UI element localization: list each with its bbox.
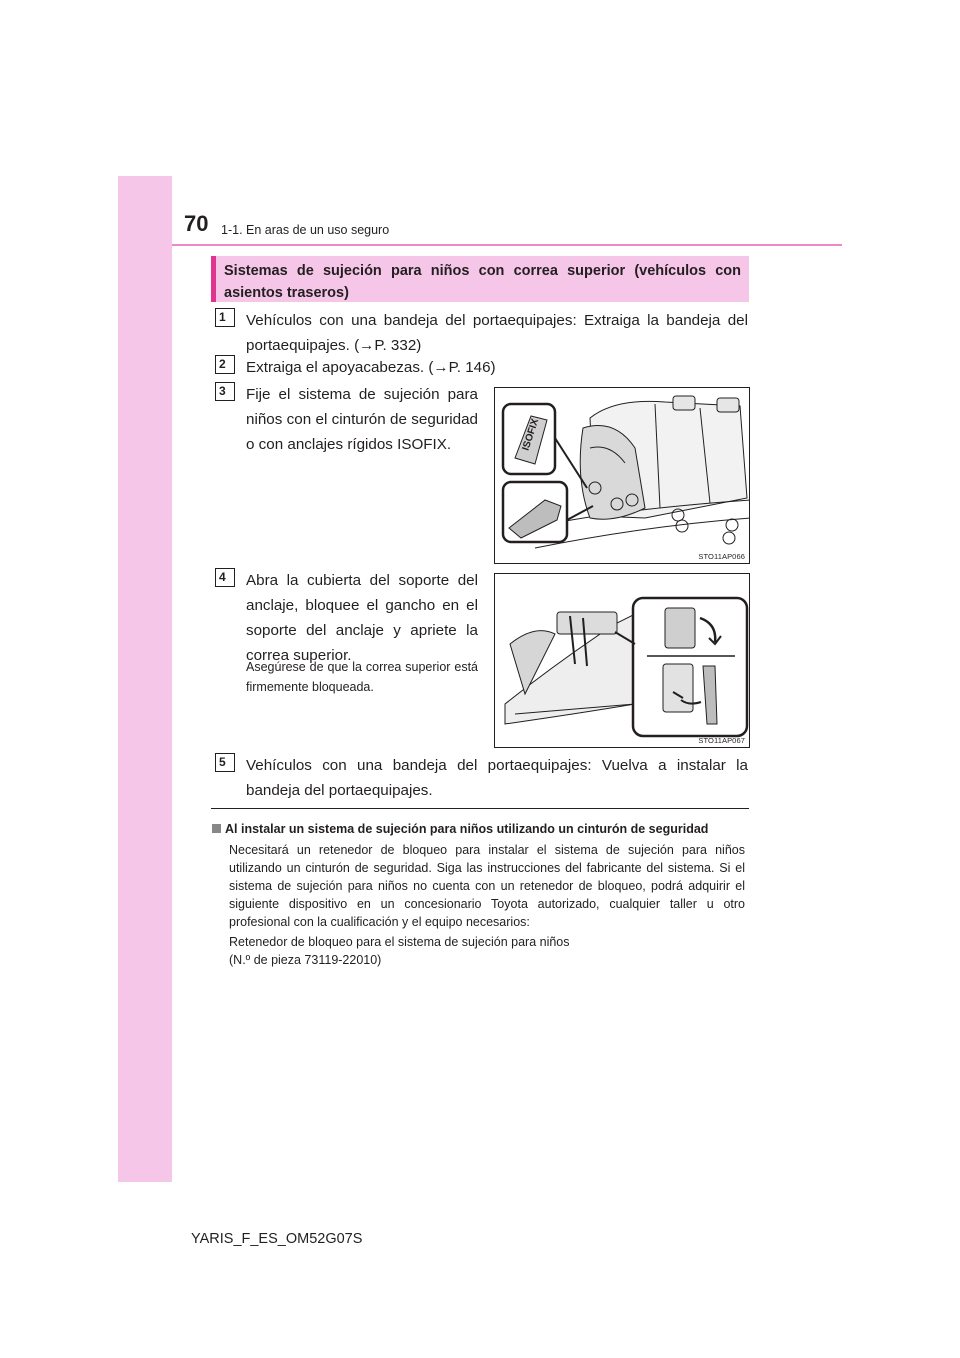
figure-isofix-seat: [494, 387, 750, 564]
side-color-strip: [118, 176, 172, 1182]
header-rule: [172, 244, 842, 246]
note-paragraph-1: Necesitará un retenedor de bloqueo para instalar el sistema de sujeción para niños utilizando un cinturón de seguridad. Siga las instrucciones del fabricante del sistema. Si el sistema de sujeción para niños no cuenta con un retenedor de bloqueo, podrá adquirir el siguiente dispositivo en un concesionario Toyota autorizado, cualquier taller u otro profesional con la cualificación y el equipo necesarios:: [229, 843, 745, 929]
step-number-3: 3: [215, 382, 235, 401]
section-heading: Sistemas de sujeción para niños con correa superior (vehículos con asientos traseros): [211, 256, 749, 302]
running-header: 1-1. En aras de un uso seguro: [221, 223, 390, 237]
step-text-2: Extraiga el apoyacabezas. (→P. 146): [246, 359, 496, 376]
figure-caption-1: STO11AP066: [698, 552, 745, 561]
step-text-1: Vehículos con una bandeja del portaequipajes: Extraiga la bandeja del portaequipajes. (→P. 332): [246, 312, 748, 354]
step-number-1: 1: [215, 308, 235, 327]
note-rule: [211, 808, 749, 809]
step-number-2: 2: [215, 355, 235, 374]
step-text-4: Abra la cubierta del soporte del anclaje, bloquee el gancho en el soporte del anclaje y apriete la correa superior.: [246, 572, 478, 664]
note-paragraph-2-line-2: (N.º de pieza 73119-22010): [229, 953, 382, 967]
step-note-4: Asegúrese de que la correa superior está firmemente bloqueada.: [246, 660, 478, 694]
isofix-label: ISOFIX: [520, 417, 542, 453]
tether-anchor-illustration: [495, 574, 750, 748]
note-paragraph-2-line-1: Retenedor de bloqueo para el sistema de sujeción para niños: [229, 935, 570, 949]
isofix-seat-illustration: [495, 388, 750, 564]
page-number: 70: [184, 211, 209, 236]
note-title-text: Al instalar un sistema de sujeción para niños utilizando un cinturón de seguridad: [225, 822, 709, 836]
figure-caption-2: STO11AP067: [698, 736, 745, 745]
note-title: [212, 820, 752, 838]
footer-document-code: YARIS_F_ES_OM52G07S: [191, 1231, 363, 1247]
step-number-4: 4: [215, 568, 235, 587]
bullet-square-icon: [212, 824, 221, 833]
figure-tether-anchor: [494, 573, 750, 748]
step-text-3: Fije el sistema de sujeción para niños con el cinturón de seguridad o con anclajes rígidos ISOFIX.: [246, 386, 478, 453]
step-text-5: Vehículos con una bandeja del portaequipajes: Vuelva a instalar la bandeja del portaequipajes.: [246, 757, 748, 799]
step-number-5: 5: [215, 753, 235, 772]
